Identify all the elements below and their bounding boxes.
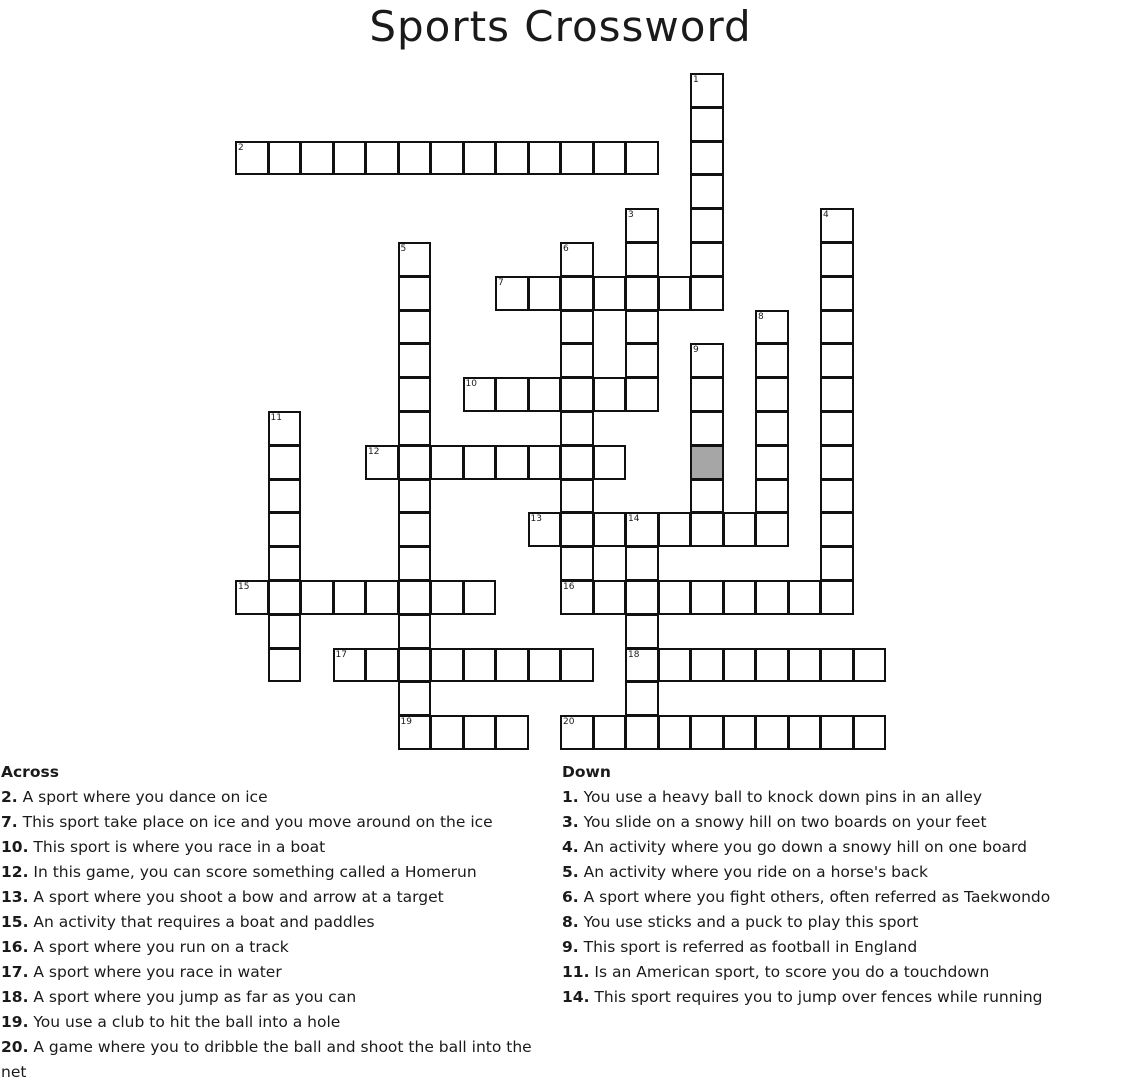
grid-cell[interactable] <box>820 276 854 311</box>
clue-text: This sport is referred as football in England <box>578 938 918 956</box>
clue-down <box>562 810 1121 835</box>
grid-cell[interactable] <box>560 411 594 446</box>
cell-number: 8 <box>758 311 764 322</box>
grid-cell[interactable] <box>398 310 432 345</box>
grid-cell[interactable] <box>593 715 627 750</box>
blocked-cell <box>690 445 724 480</box>
clue-across <box>1 810 561 835</box>
grid-cell[interactable] <box>820 715 854 750</box>
clue-across <box>1 935 561 960</box>
grid-cell[interactable] <box>820 343 854 378</box>
grid-cell[interactable] <box>625 276 659 311</box>
clue-down <box>562 885 1121 910</box>
grid-cell[interactable] <box>690 479 724 514</box>
grid-cell[interactable] <box>625 648 659 683</box>
grid-cell[interactable] <box>398 546 432 581</box>
cell-number: 10 <box>465 379 477 390</box>
grid-cell[interactable] <box>755 648 789 683</box>
grid-cell[interactable] <box>625 614 659 649</box>
clue-text: You slide on a snowy hill on two boards on your feet <box>578 813 987 831</box>
grid-cell[interactable] <box>820 479 854 514</box>
clue-across <box>1 885 561 910</box>
clue-text: A sport where you dance on ice <box>17 788 268 806</box>
grid-cell[interactable] <box>658 512 692 547</box>
cell-number: 11 <box>270 413 282 423</box>
grid-cell[interactable] <box>365 445 399 480</box>
grid-cell[interactable] <box>853 648 887 683</box>
grid-cell[interactable] <box>593 276 627 311</box>
grid-cell[interactable] <box>625 681 659 716</box>
clue-number: 17. <box>1 963 29 981</box>
grid-cell[interactable] <box>528 512 562 547</box>
clue-down <box>562 985 1121 1010</box>
grid-cell[interactable] <box>398 242 432 277</box>
grid-cell[interactable] <box>690 242 724 277</box>
grid-cell[interactable] <box>820 208 854 243</box>
grid-cell[interactable] <box>398 377 432 412</box>
grid-cell[interactable] <box>593 141 627 176</box>
clue-number: 13. <box>1 888 29 906</box>
clue-number: 10. <box>1 838 29 856</box>
clue-number: 11. <box>562 963 590 981</box>
cell-number: 14 <box>628 514 640 525</box>
clue-number: 20. <box>1 1038 29 1056</box>
cell-number: 12 <box>368 446 380 457</box>
grid-cell[interactable] <box>398 276 432 311</box>
clue-down <box>562 785 1121 810</box>
grid-cell[interactable] <box>690 580 724 615</box>
clue-text: In this game, you can score something called a Homerun <box>28 863 477 881</box>
grid-cell[interactable] <box>690 276 724 311</box>
cell-number: 3 <box>628 210 634 221</box>
grid-cell[interactable] <box>820 310 854 345</box>
grid-cell[interactable] <box>593 512 627 547</box>
clue-across <box>1 985 561 1010</box>
clue-number: 19. <box>1 1013 29 1031</box>
grid-cell[interactable] <box>430 141 464 176</box>
cell-number: 20 <box>563 717 575 728</box>
grid-cell[interactable] <box>820 546 854 581</box>
grid-cell[interactable] <box>528 648 562 683</box>
grid-cell[interactable] <box>300 141 334 176</box>
grid-cell[interactable] <box>560 546 594 581</box>
clue-number: 15. <box>1 913 29 931</box>
clue-text: This sport is where you race in a boat <box>28 838 326 856</box>
clue-text: You use sticks and a puck to play this sport <box>578 913 919 931</box>
grid-cell[interactable] <box>625 208 659 243</box>
grid-cell[interactable] <box>495 715 529 750</box>
grid-cell[interactable] <box>625 343 659 378</box>
grid-cell[interactable] <box>268 580 302 615</box>
grid-cell[interactable] <box>690 715 724 750</box>
clue-text: This sport requires you to jump over fences while running <box>589 988 1043 1006</box>
cell-number: 18 <box>628 649 640 660</box>
grid-cell[interactable] <box>755 512 789 547</box>
clue-text: This sport take place on ice and you move around on the ice <box>17 813 493 831</box>
clue-number: 12. <box>1 863 29 881</box>
clue-text: You use a heavy ball to knock down pins in an alley <box>578 788 983 806</box>
grid-cell[interactable] <box>235 580 269 615</box>
clue-number: 16. <box>1 938 29 956</box>
clue-across <box>1 860 561 885</box>
grid-cell[interactable] <box>788 715 822 750</box>
grid-cell[interactable] <box>690 73 724 108</box>
clue-number: 14. <box>562 988 590 1006</box>
grid-cell[interactable] <box>398 141 432 176</box>
grid-cell[interactable] <box>755 715 789 750</box>
grid-cell[interactable] <box>820 648 854 683</box>
grid-cell[interactable] <box>268 614 302 649</box>
grid-cell[interactable] <box>820 512 854 547</box>
clue-number: 18. <box>1 988 29 1006</box>
grid-cell[interactable] <box>658 648 692 683</box>
clue-text: Is an American sport, to score you do a touchdown <box>589 963 990 981</box>
grid-cell[interactable] <box>690 174 724 209</box>
grid-cell[interactable] <box>268 411 302 446</box>
grid-cell[interactable] <box>690 648 724 683</box>
grid-cell[interactable] <box>593 445 627 480</box>
grid-cell[interactable] <box>625 715 659 750</box>
grid-cell[interactable] <box>398 479 432 514</box>
across-clues <box>1 760 561 1085</box>
clue-text: A sport where you race in water <box>28 963 282 981</box>
grid-cell[interactable] <box>690 107 724 142</box>
grid-cell[interactable] <box>625 141 659 176</box>
grid-cell[interactable] <box>755 343 789 378</box>
clue-number: 9. <box>562 938 579 956</box>
clue-text: You use a club to hit the ball into a hole <box>28 1013 341 1031</box>
cell-number: 17 <box>335 649 347 660</box>
clue-text: A game where you to dribble the ball and shoot the ball into the net <box>1 1038 532 1081</box>
cell-number: 15 <box>238 582 250 592</box>
grid-cell[interactable] <box>463 715 497 750</box>
cell-number: 19 <box>400 717 412 728</box>
grid-cell[interactable] <box>268 546 302 581</box>
grid-cell[interactable] <box>495 276 529 311</box>
cell-number: 5 <box>400 244 407 254</box>
puzzle-title: Sports Crossword <box>369 2 752 51</box>
grid-cell[interactable] <box>690 141 724 176</box>
down-clues <box>562 760 1121 1010</box>
grid-cell[interactable] <box>560 343 594 378</box>
grid-cell[interactable] <box>560 445 594 480</box>
grid-cell[interactable] <box>788 580 822 615</box>
grid-cell[interactable] <box>365 141 399 176</box>
cell-number: 7 <box>498 277 504 288</box>
grid-cell[interactable] <box>755 377 789 412</box>
grid-cell[interactable] <box>235 141 269 176</box>
grid-cell[interactable] <box>820 411 854 446</box>
grid-cell[interactable] <box>495 377 529 412</box>
grid-cell[interactable] <box>820 377 854 412</box>
clue-text: A sport where you run on a track <box>28 938 289 956</box>
clue-text: A sport where you fight others, often referred as Taekwondo <box>578 888 1051 906</box>
grid-cell[interactable] <box>463 580 497 615</box>
clue-down <box>562 860 1121 885</box>
clue-text: An activity that requires a boat and paddles <box>28 913 375 931</box>
grid-cell[interactable] <box>398 343 432 378</box>
clue-number: 2. <box>1 788 18 806</box>
grid-cell[interactable] <box>495 648 529 683</box>
across-heading: Across <box>1 763 59 781</box>
clue-across <box>1 960 561 985</box>
grid-cell[interactable] <box>268 479 302 514</box>
grid-cell[interactable] <box>398 614 432 649</box>
grid-cell[interactable] <box>658 715 692 750</box>
grid-cell[interactable] <box>528 141 562 176</box>
grid-cell[interactable] <box>658 580 692 615</box>
grid-cell[interactable] <box>560 242 594 277</box>
grid-cell[interactable] <box>495 445 529 480</box>
clue-number: 7. <box>1 813 18 831</box>
grid-cell[interactable] <box>268 445 302 480</box>
grid-cell[interactable] <box>593 377 627 412</box>
grid-cell[interactable] <box>625 546 659 581</box>
clue-text: An activity where you go down a snowy hill on one board <box>578 838 1027 856</box>
grid-cell[interactable] <box>723 512 757 547</box>
grid-cell[interactable] <box>723 580 757 615</box>
clue-number: 8. <box>562 913 579 931</box>
grid-cell[interactable] <box>528 445 562 480</box>
clue-number: 4. <box>562 838 579 856</box>
cell-number: 13 <box>530 514 542 525</box>
grid-cell[interactable] <box>755 445 789 480</box>
clue-down <box>562 935 1121 960</box>
grid-cell[interactable] <box>820 242 854 277</box>
clue-number: 1. <box>562 788 579 806</box>
grid-cell[interactable] <box>333 580 367 615</box>
grid-cell[interactable] <box>333 141 367 176</box>
grid-cell[interactable] <box>625 580 659 615</box>
down-heading: Down <box>562 763 611 781</box>
grid-cell[interactable] <box>755 411 789 446</box>
grid-cell[interactable] <box>560 141 594 176</box>
clue-across <box>1 785 561 810</box>
grid-cell[interactable] <box>398 580 432 615</box>
grid-cell[interactable] <box>365 648 399 683</box>
grid-cell[interactable] <box>625 310 659 345</box>
grid-cell[interactable] <box>755 580 789 615</box>
grid-cell[interactable] <box>820 580 854 615</box>
grid-cell[interactable] <box>560 479 594 514</box>
grid-cell[interactable] <box>430 715 464 750</box>
clue-number: 5. <box>562 863 579 881</box>
grid-cell[interactable] <box>463 445 497 480</box>
clue-across <box>1 835 561 860</box>
grid-cell[interactable] <box>690 512 724 547</box>
grid-cell[interactable] <box>560 377 594 412</box>
grid-cell[interactable] <box>398 411 432 446</box>
grid-cell[interactable] <box>463 648 497 683</box>
grid-cell[interactable] <box>463 141 497 176</box>
grid-cell[interactable] <box>430 648 464 683</box>
clue-text: A sport where you shoot a bow and arrow at a target <box>28 888 444 906</box>
grid-cell[interactable] <box>820 445 854 480</box>
grid-cell[interactable] <box>690 411 724 446</box>
cell-number: 1 <box>693 75 699 85</box>
grid-cell[interactable] <box>690 377 724 412</box>
grid-cell[interactable] <box>755 310 789 345</box>
grid-cell[interactable] <box>560 715 594 750</box>
grid-cell[interactable] <box>723 715 757 750</box>
cell-number: 16 <box>563 582 575 592</box>
grid-cell[interactable] <box>268 141 302 176</box>
grid-cell[interactable] <box>755 479 789 514</box>
grid-cell[interactable] <box>625 242 659 277</box>
clue-across <box>1 1035 561 1085</box>
grid-cell[interactable] <box>300 580 334 615</box>
grid-cell[interactable] <box>528 276 562 311</box>
grid-cell[interactable] <box>398 681 432 716</box>
clue-down <box>562 910 1121 935</box>
grid-cell[interactable] <box>430 580 464 615</box>
cell-number: 2 <box>238 142 244 153</box>
clue-text: A sport where you jump as far as you can <box>28 988 357 1006</box>
grid-cell[interactable] <box>788 648 822 683</box>
grid-cell[interactable] <box>560 580 594 615</box>
grid-cell[interactable] <box>365 580 399 615</box>
grid-cell[interactable] <box>268 648 302 683</box>
grid-cell[interactable] <box>333 648 367 683</box>
grid-cell[interactable] <box>430 445 464 480</box>
grid-cell[interactable] <box>528 377 562 412</box>
clue-number: 6. <box>562 888 579 906</box>
grid-cell[interactable] <box>268 512 302 547</box>
grid-cell[interactable] <box>625 377 659 412</box>
grid-cell[interactable] <box>398 512 432 547</box>
grid-cell[interactable] <box>398 445 432 480</box>
clue-number: 3. <box>562 813 579 831</box>
clue-down <box>562 835 1121 860</box>
grid-cell[interactable] <box>625 512 659 547</box>
grid-cell[interactable] <box>463 377 497 412</box>
grid-cell[interactable] <box>593 580 627 615</box>
grid-cell[interactable] <box>560 310 594 345</box>
grid-cell[interactable] <box>658 276 692 311</box>
grid-cell[interactable] <box>398 648 432 683</box>
clue-down <box>562 960 1121 985</box>
clue-across <box>1 910 561 935</box>
grid-cell[interactable] <box>853 715 887 750</box>
grid-cell[interactable] <box>560 512 594 547</box>
grid-cell[interactable] <box>398 715 432 750</box>
grid-cell[interactable] <box>690 208 724 243</box>
cell-number: 9 <box>693 345 699 356</box>
grid-cell[interactable] <box>690 343 724 378</box>
clue-across <box>1 1010 561 1035</box>
grid-cell[interactable] <box>723 648 757 683</box>
grid-cell[interactable] <box>495 141 529 176</box>
cell-number: 4 <box>823 210 829 221</box>
clue-text: An activity where you ride on a horse's back <box>578 863 928 881</box>
grid-cell[interactable] <box>560 648 594 683</box>
cell-number: 6 <box>563 244 569 254</box>
grid-cell[interactable] <box>560 276 594 311</box>
